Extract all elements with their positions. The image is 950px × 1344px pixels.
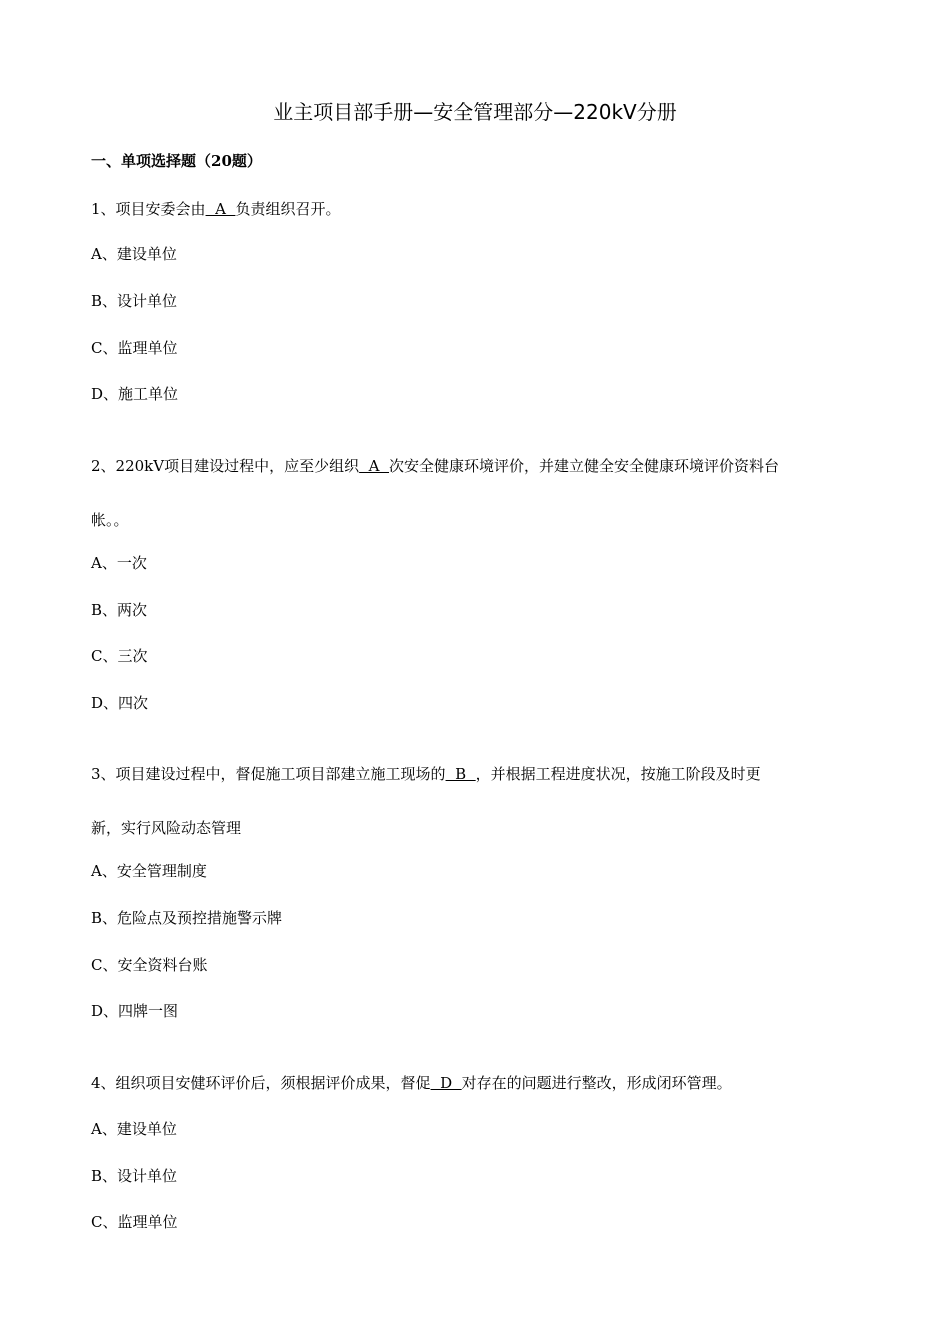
question-stem-text: 4、组织项目安健环评价后，须根据评价成果，督促 [91,1074,431,1092]
section-heading: 一、单项选择题（20题） [91,152,262,170]
question-2-stem-continued: 帐。。 [91,511,129,529]
question-3-option-c: C、安全资料台账 [91,956,208,974]
question-stem-text: 3、项目建设过程中，督促施工项目部建立施工现场的 [91,765,446,783]
question-stem-text: 对存在的问题进行整改，形成闭环管理。 [461,1074,732,1092]
answer-blank: B [445,765,476,783]
question-3-option-a: A、安全管理制度 [91,862,207,880]
question-stem-text: 次安全健康环境评价，并建立健全安全健康环境评价资料台 [389,457,780,475]
question-4-option-a: A、建设单位 [91,1120,177,1138]
question-1-stem [91,198,340,220]
question-1-option-a: A、建设单位 [91,245,177,263]
question-stem-text: 2、220kV项目建设过程中，应至少组织 [91,457,360,475]
question-3-option-d: D、四牌一图 [91,1002,179,1020]
document-title: 业主项目部手册—安全管理部分—220kV分册 [273,100,677,124]
question-4-option-c: C、监理单位 [91,1213,178,1231]
question-2-option-d: D、四次 [91,694,149,712]
question-3-stem [91,763,761,785]
question-1-option-c: C、监理单位 [91,339,178,357]
question-3-stem-continued: 新，实行风险动态管理 [91,819,242,837]
question-4-stem [91,1072,732,1094]
question-2-option-a: A、一次 [91,554,147,572]
question-stem-text: 负责组织召开。 [235,200,341,218]
question-stem-text: 1、项目安委会由 [91,200,206,218]
question-2-stem [91,455,779,477]
question-stem-text: ，并根据工程进度状况，按施工阶段及时更 [475,765,761,783]
answer-blank: A [205,200,236,218]
question-4-option-b: B、设计单位 [91,1167,178,1185]
answer-blank: D [430,1074,462,1092]
answer-blank: A [359,457,390,475]
question-2-option-b: B、两次 [91,601,148,619]
question-1-option-d: D、施工单位 [91,385,179,403]
question-3-option-b: B、危险点及预控措施警示牌 [91,909,283,927]
question-2-option-c: C、三次 [91,647,148,665]
question-1-option-b: B、设计单位 [91,292,178,310]
